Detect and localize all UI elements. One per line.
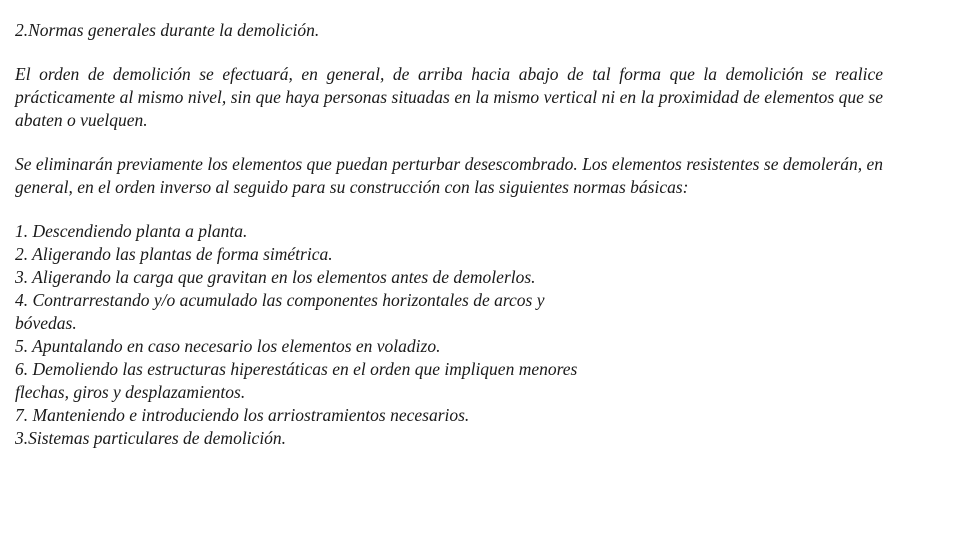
section-heading: 2.Normas generales durante la demolición.: [15, 20, 320, 40]
paragraph: El orden de demolición se efectuará, en general, de arriba hacia abajo de tal forma que la demolición se realice prácticamente al mismo nivel, sin que haya personas situadas en la mismo vertical ni en la proximidad de elementos que se abaten o vuelquen.: [15, 64, 883, 130]
paragraph: Se eliminarán previamente los elementos que puedan perturbar desescombrado. Los elementos resistentes se demolerán, en general, en el orden inverso al seguido para su construcción con las siguientes normas básicas:: [15, 154, 883, 197]
list-item: 1. Descendiendo planta a planta.: [15, 221, 248, 241]
list-item: 3. Aligerando la carga que gravitan en los elementos antes de demolerlos.: [15, 267, 536, 287]
list-item: 7. Manteniendo e introduciendo los arriostramientos necesarios.: [15, 405, 470, 425]
list-item: 6. Demoliendo las estructuras hiperestáticas en el orden que impliquen menores flechas, giros y desplazamientos.: [15, 359, 578, 402]
rules-list: [15, 220, 595, 427]
list-item: 4. Contrarrestando y/o acumulado las componentes horizontales de arcos y bóvedas.: [15, 290, 545, 333]
list-item: 2. Aligerando las plantas de forma simétrica.: [15, 244, 333, 264]
list-item: 5. Apuntalando en caso necesario los elementos en voladizo.: [15, 336, 441, 356]
section-heading: 3.Sistemas particulares de demolición.: [15, 428, 287, 448]
document-page: [15, 19, 883, 450]
